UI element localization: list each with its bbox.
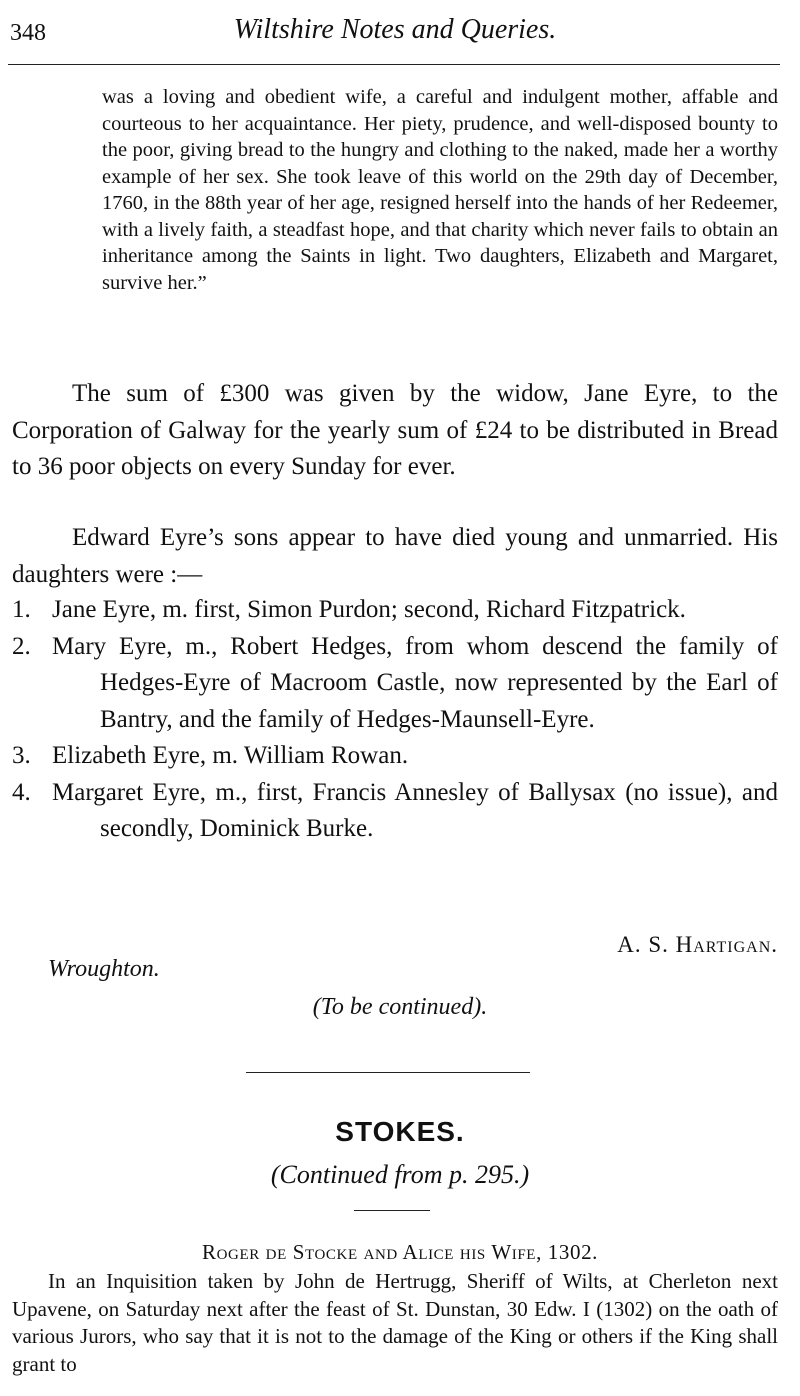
header-rule xyxy=(8,64,780,65)
list-number: 3. xyxy=(12,742,31,769)
paragraph-text: Edward Eyre’s sons appear to have died young and unmarried. His daughters were :— xyxy=(12,524,778,588)
running-title: Wiltshire Notes and Queries. xyxy=(233,14,557,45)
paragraph-text: The sum of £300 was given by the widow, Jane Eyre, to the Corporation of Galway for the yearly sum of £24 to be distributed in Bread to 36 poor objects on every Sunday for ever. xyxy=(12,380,778,480)
list-item xyxy=(12,592,778,629)
paragraph-text: In an Inquisition taken by John de Hertrugg, Sheriff of Wilts, at Cherleton next Upavene, on Saturday next after the feast of St. Dunstan, 30 Edw. I (1302) on the oath of various Jurors, who say that it is not to the damage of the King or others if the King shall grant to xyxy=(12,1269,778,1376)
short-divider xyxy=(354,1210,430,1211)
section-title: STOKES. xyxy=(335,1116,465,1147)
list-item xyxy=(12,738,778,775)
continued-from: (Continued from p. 295.) xyxy=(270,1160,530,1189)
list-number: 4. xyxy=(12,778,31,806)
subheading: Roger de Stocke and Alice his Wife, 1302. xyxy=(201,1240,599,1264)
to-be-continued: (To be continued). xyxy=(312,994,488,1020)
list-item xyxy=(12,775,778,848)
paragraph-bequest xyxy=(12,376,778,486)
list-text: Mary Eyre, m., Robert Hedges, from whom descend the family of Hedges-Eyre of Macroom Castle, now represented by the Earl of Bantry, and the family of Hedges-Maunsell-Eyre. xyxy=(52,632,778,733)
list-number: 1. xyxy=(12,596,31,623)
author-signature: A. S. Hartigan. xyxy=(617,932,778,957)
section-divider xyxy=(246,1072,530,1073)
list-text: Margaret Eyre, m., first, Francis Annesley of Ballysax (no issue), and secondly, Dominick Burke. xyxy=(52,778,778,842)
list-text: Jane Eyre, m. first, Simon Purdon; second, Richard Fitzpatrick. xyxy=(52,596,686,623)
page-header xyxy=(10,12,780,56)
list-text: Elizabeth Eyre, m. William Rowan. xyxy=(52,742,409,769)
epitaph-quote xyxy=(102,84,778,296)
place-name: Wroughton. xyxy=(48,956,160,982)
page-number: 348 xyxy=(10,20,46,46)
quote-text: was a loving and obedient wife, a careful and indulgent mother, affable and courteous to her acquaintance. Her piety, prudence, and well-disposed bounty to the poor, giving bread to the hungry and clothing to the naked, made her a worthy example of her sex. She took leave of this world on the 29th day of December, 1760, in the 88th year of her age, resigned herself into the hands of her Redeemer, with a lively faith, a steadfast hope, and that charity which never fails to obtain an inheritance among the Saints in light. Two daughters, Elizabeth and Margaret, survive her.” xyxy=(102,86,778,294)
daughters-list xyxy=(12,592,778,848)
list-number: 2. xyxy=(12,632,31,660)
inquisition-paragraph xyxy=(12,1268,778,1378)
paragraph-sons xyxy=(12,520,778,593)
list-item xyxy=(12,629,778,739)
